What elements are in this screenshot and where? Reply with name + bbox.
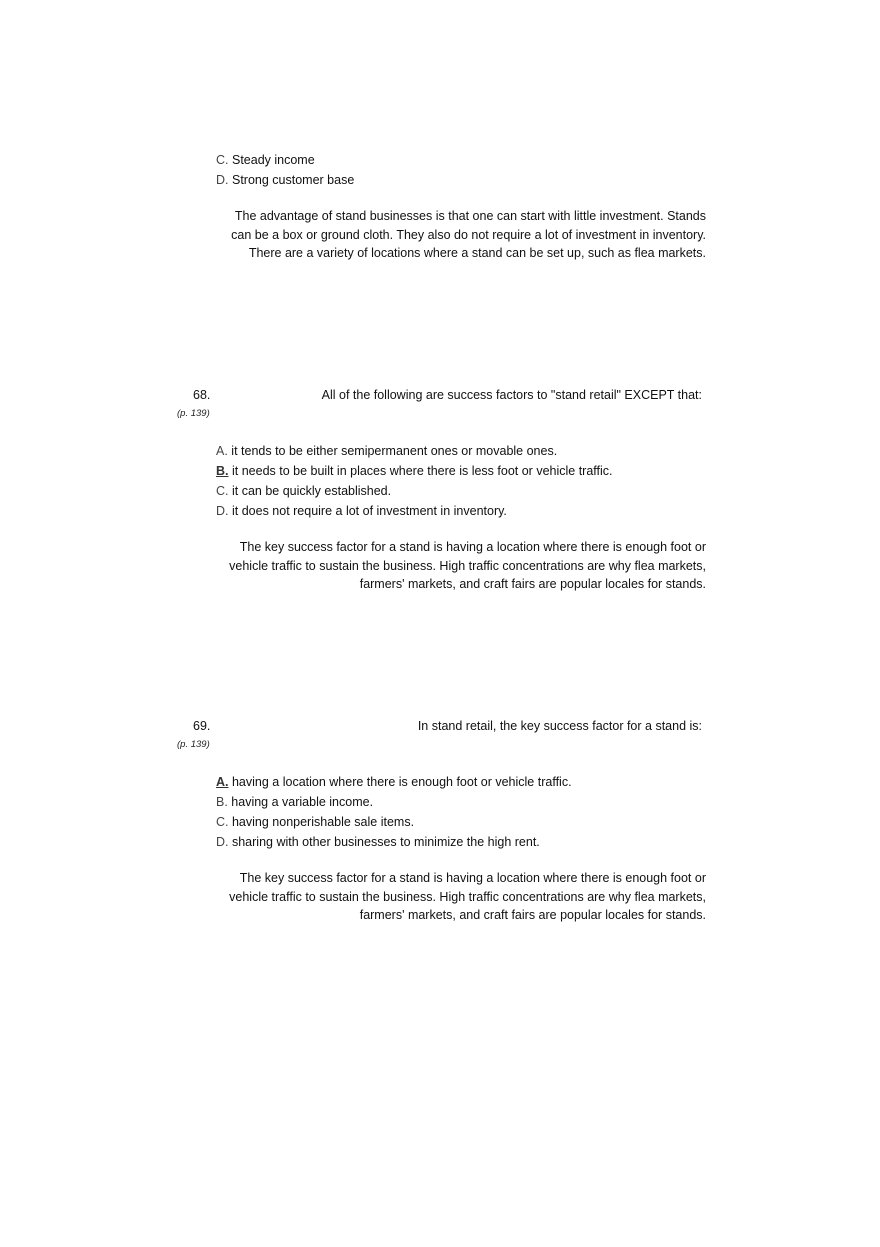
option-letter: D. <box>216 504 229 518</box>
option-text: sharing with other businesses to minimize the high rent. <box>231 835 540 849</box>
explanation-line: farmers' markets, and craft fairs are popular locales for stands. <box>359 577 706 591</box>
option-text: Steady income <box>231 153 315 167</box>
explanation-line: The key success factor for a stand is having a location where there is enough foot or <box>239 540 706 554</box>
option-letter: C. <box>216 815 229 829</box>
explanation <box>211 869 706 925</box>
correct-option-letter: B. <box>216 464 229 478</box>
explanation <box>211 538 706 594</box>
option-letter: D. <box>216 835 229 849</box>
option-text: it needs to be built in places where there is less foot or vehicle traffic. <box>231 464 613 478</box>
question-text: In stand retail, the key success factor for a stand is: <box>417 719 702 733</box>
answer-option <box>216 484 391 499</box>
option-text: it can be quickly established. <box>231 484 392 498</box>
explanation-line: The key success factor for a stand is having a location where there is enough foot or <box>239 871 706 885</box>
explanation <box>211 207 706 263</box>
correct-option-letter: A. <box>216 775 229 789</box>
option-letter: A. <box>216 444 228 458</box>
question-number: 69. <box>193 719 211 733</box>
option-text: having a variable income. <box>231 795 374 809</box>
answer-option-correct <box>216 775 572 790</box>
page-reference: (p. 139) <box>177 739 210 750</box>
explanation-line: vehicle traffic to sustain the business. High traffic concentrations are why flea markets, <box>229 558 706 573</box>
answer-option <box>216 835 540 850</box>
explanation-line: farmers' markets, and craft fairs are popular locales for stands. <box>359 908 706 922</box>
option-letter: D. <box>216 173 229 187</box>
option-text: it does not require a lot of investment in inventory. <box>231 504 507 518</box>
answer-option <box>216 795 373 810</box>
option-text: Strong customer base <box>231 173 355 187</box>
answer-option <box>216 504 507 519</box>
answer-option <box>216 815 414 830</box>
question-number: 68. <box>193 388 211 402</box>
question-text: All of the following are success factors to "stand retail" EXCEPT that: <box>321 388 702 402</box>
option-text: it tends to be either semipermanent ones or movable ones. <box>231 444 558 458</box>
explanation-line: The advantage of stand businesses is that one can start with little investment. Stands <box>234 209 706 223</box>
explanation-line: There are a variety of locations where a stand can be set up, such as flea markets. <box>248 246 706 260</box>
answer-option <box>216 153 315 168</box>
option-letter: C. <box>216 484 229 498</box>
option-letter: B. <box>216 795 228 809</box>
answer-option <box>216 173 354 188</box>
explanation-line: vehicle traffic to sustain the business. High traffic concentrations are why flea markets, <box>229 889 706 904</box>
page-reference: (p. 139) <box>177 408 210 419</box>
option-letter: C. <box>216 153 229 167</box>
option-text: having a location where there is enough foot or vehicle traffic. <box>231 775 572 789</box>
explanation-line: can be a box or ground cloth. They also do not require a lot of investment in inventory. <box>231 227 706 242</box>
option-text: having nonperishable sale items. <box>231 815 415 829</box>
answer-option-correct <box>216 464 613 479</box>
answer-option <box>216 444 557 459</box>
